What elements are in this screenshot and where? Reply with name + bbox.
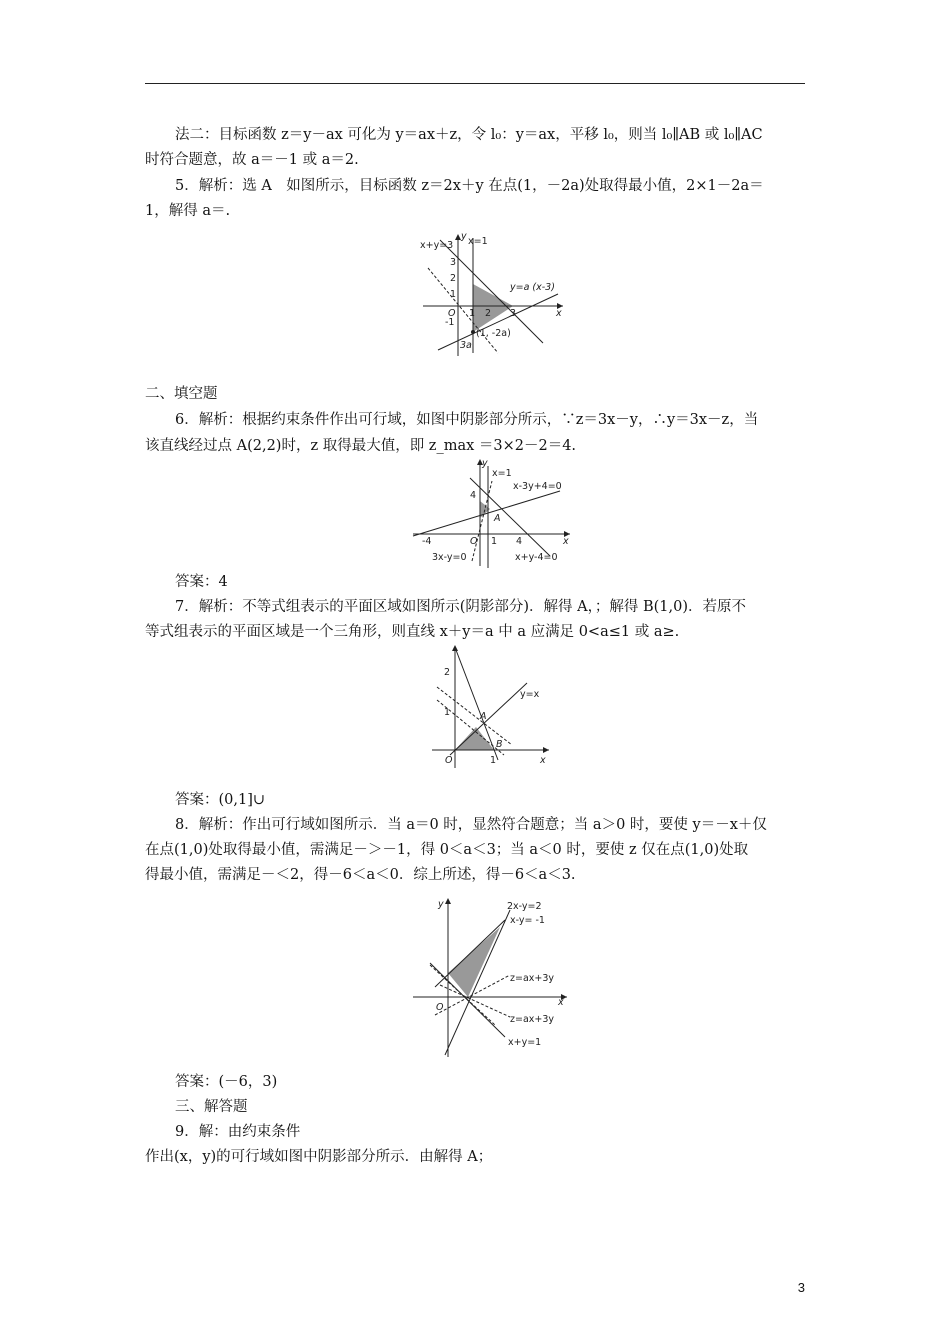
- fig-label: y: [438, 899, 444, 910]
- fig-label: A: [480, 711, 487, 722]
- fig-label: y: [482, 458, 488, 469]
- fig-label: O: [470, 536, 478, 547]
- fig-label: 1: [491, 536, 498, 547]
- paragraph: 9．解：由约束条件: [175, 1124, 301, 1140]
- fig-label: x-y= -1: [510, 915, 545, 926]
- paragraph: 7．解析：不等式组表示的平面区域如图所示(阴影部分)．解得 A，；解得 B(1,0)．若原不: [175, 599, 747, 615]
- fig-label: x+y=1: [508, 1037, 542, 1048]
- paragraph: 作出(x，y)的可行域如图中阴影部分所示．由解得 A；: [145, 1149, 493, 1165]
- header-rule: [145, 83, 805, 84]
- page-number: 3: [797, 1280, 805, 1295]
- fig-label: y: [461, 231, 467, 242]
- fig-label: 3: [510, 308, 517, 319]
- section-heading: 三、解答题: [175, 1099, 248, 1115]
- figure-5: [418, 228, 568, 358]
- paragraph: 在点(1,0)处取得最小值，需满足－＞－1，得 0＜a＜3；当 a＜0 时，要使 z 仅在点(1,0)处取: [145, 842, 749, 858]
- fig-label: 1: [490, 755, 497, 766]
- fig-label: x=1: [492, 468, 512, 479]
- fig-label: 4: [470, 490, 477, 501]
- paragraph: 5．解析：选 A 如图所示，目标函数 z＝2x＋y 在点(1，－2a)处取得最小值，2×1－2a＝: [175, 178, 764, 194]
- fig-label: 2: [485, 308, 492, 319]
- fig-label: -4: [422, 536, 432, 547]
- fig-label: 2: [444, 667, 451, 678]
- answer: 答案：(0,1]∪: [175, 792, 266, 808]
- fig-label: x-3y+4=0: [513, 481, 562, 492]
- fig-label: 3x-y=0: [432, 552, 467, 563]
- fig-label: O: [436, 1002, 444, 1013]
- fig-label: x+y=3: [420, 240, 454, 251]
- paragraph: 得最小值，需满足－＜2，得－6＜a＜0．综上所述，得－6＜a＜3.: [145, 867, 576, 883]
- paragraph: 8．解析：作出可行域如图所示．当 a＝0 时，显然符合题意；当 a＞0 时，要使 y＝－x＋仅: [175, 817, 767, 833]
- fig-label: z=ax+3y: [510, 973, 555, 984]
- fig-label: 2: [450, 273, 457, 284]
- figure-7: [432, 645, 552, 770]
- paragraph: 法二：目标函数 z＝y－ax 可化为 y＝ax＋z，令 l₀：y＝ax，平移 l₀，则当 l₀∥AB 或 l₀∥AC: [175, 127, 763, 143]
- fig-label: 2x-y=2: [507, 901, 542, 912]
- fig-label: y=a (x-3): [510, 282, 555, 293]
- fig-label: y=x: [520, 689, 540, 700]
- section-heading: 二、填空题: [145, 386, 218, 402]
- paragraph: 等式组表示的平面区域是一个三角形，则直线 x＋y＝a 中 a 应满足 0<a≤1 或 a≥.: [145, 624, 680, 640]
- paragraph: 6．解析：根据约束条件作出可行域，如图中阴影部分所示，∵z＝3x－y，∴y＝3x－z，当: [175, 412, 759, 428]
- fig-label: (1, -2a): [476, 328, 511, 339]
- answer: 答案：4: [175, 574, 228, 590]
- fig-label: -1: [445, 317, 455, 328]
- figure-6: [410, 456, 575, 571]
- figure-8: [410, 895, 570, 1060]
- fig-label: 4: [516, 536, 523, 547]
- fig-label: B: [496, 739, 503, 750]
- fig-label: 3: [450, 257, 457, 268]
- fig-label: x=1: [468, 236, 488, 247]
- fig-label: x+y-4=0: [515, 552, 558, 563]
- fig-label: 1: [469, 308, 476, 319]
- fig-label: A: [494, 513, 501, 524]
- fig-label: 1: [444, 707, 451, 718]
- fig-label: 3a: [460, 340, 472, 351]
- fig-label: O: [448, 308, 456, 319]
- fig-label: O: [445, 755, 453, 766]
- fig-label: x: [563, 536, 569, 547]
- paragraph: 该直线经过点 A(2,2)时，z 取得最大值，即 z_max ＝3×2－2＝4.: [145, 438, 577, 454]
- fig-label: x: [540, 755, 546, 766]
- answer: 答案：(－6，3): [175, 1074, 278, 1090]
- fig-label: x: [556, 308, 562, 319]
- fig-label: x: [558, 997, 564, 1008]
- paragraph: 1，解得 a＝.: [145, 203, 231, 219]
- fig-label: z=ax+3y: [510, 1014, 555, 1025]
- paragraph: 时符合题意，故 a＝－1 或 a＝2.: [145, 152, 359, 168]
- fig-label: 1: [450, 289, 457, 300]
